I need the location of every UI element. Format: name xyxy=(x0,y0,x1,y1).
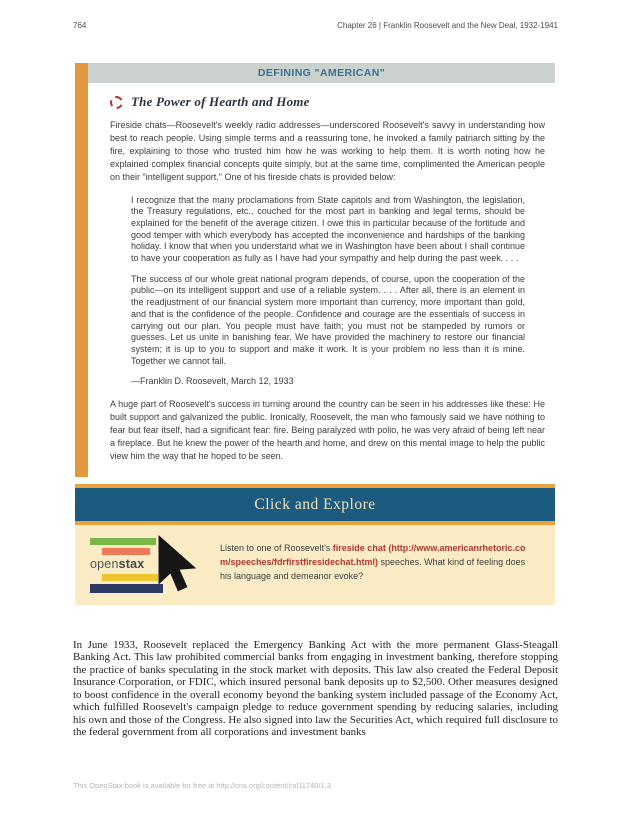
feature-title: The Power of Hearth and Home xyxy=(131,94,310,109)
click-and-explore-banner-label: Click and Explore xyxy=(254,495,376,513)
fireside-chat-link[interactable]: fireside chat (http://www.americanrhetoric.com/speeches/fdrfirstfiresidechat.html) xyxy=(220,543,526,567)
blockquote-paragraph: The success of our whole great national program depends, of course, upon the cooperation of the public—on its intelligent support and use of a reliable system. . . . After all, there is an element in the readjustment of our financial system more important than currency, more important than gold, and that is the confidence of the people. Confidence and courage are the essentials of success in carrying out our plan. You people must have faith; you must not be stampeded by rumors or guesses. Let us unite in banishing fear. We have provided the machinery to restore our financial system; it is up to you to support and make it work. It is your problem no less than it is mine. Together we cannot fail. xyxy=(131,273,525,366)
quote-attribution: —Franklin D. Roosevelt, March 12, 1933 xyxy=(131,376,294,387)
feature-closing-paragraph: A huge part of Roosevelt's success in turning around the country can be seen in his addresses like these: He built support and galvanized the public. Ironically, Roosevelt, the man who famously said we have nothing to fear but fear itself, had a significant fear: fire. Being paralyzed with polio, he was very afraid of being left near a fireplace. But he knew the power of the hearth and home, and drew on this mental image to help the public view him the way that he hoped to be seen. xyxy=(110,399,545,461)
defining-american-body xyxy=(88,83,555,477)
chapter-title: Chapter 26 | Franklin Roosevelt and the New Deal, 1932-1941 xyxy=(337,21,558,30)
feature-intro-paragraph: Fireside chats—Roosevelt's weekly radio addresses—underscored Roosevelt's savvy in understanding how best to reach people. Using simple terms and a reassuring tone, he invoked a family patriarch sitting by the fire, explaining to those who trusted him how he was working to help them. It is worth noting how he explained complex financial concepts quite simply, but at the same time, complimented the American people on their "intelligent support." One of his fireside chats is provided below: xyxy=(110,120,545,182)
wordmark-stax: stax xyxy=(118,557,145,571)
explore-prompt-before: Listen to one of Roosevelt's xyxy=(220,543,333,553)
mouse-cursor-icon xyxy=(148,535,200,597)
feature-title-row xyxy=(110,94,545,110)
click-and-explore-banner xyxy=(75,488,555,521)
explore-prompt-after: speeches. What kind of feeling does his language and demeanor evoke? xyxy=(220,556,526,581)
defining-american-box xyxy=(75,63,555,477)
openstax-logo xyxy=(90,538,200,594)
openstax-footer: This OpenStax book is available for free at http://cnx.org/content/col11740/1.3 xyxy=(73,781,331,790)
page-number: 764 xyxy=(73,21,87,30)
logo-bar-salmon xyxy=(102,548,150,555)
logo-bar-green xyxy=(90,538,156,545)
orange-accent-strip xyxy=(75,63,88,477)
main-text-paragraph: In June 1933, Roosevelt replaced the Emergency Banking Act with the more permanent Glass-Steagall Banking Act. This law prohibited commercial banks from engaging in investment banking, therefore stopping the practice of banks speculating in the stock market with deposits. This law also created the Federal Deposit Insurance Corporation, or FDIC, which insured personal bank deposits up to $2,500. Other measures designed to boost confidence in the overall economy beyond the banking system included passage of the Economy Act, which fulfilled Roosevelt's campaign pledge to reduce government spending by reducing salaries, including his own and those of the Congress. He also signed into law the Securities Act, which required full disclosure to the federal government from all corporations and investment banks xyxy=(73,639,558,739)
wordmark-open: open xyxy=(90,557,119,571)
dashed-circle-icon xyxy=(110,96,123,109)
click-and-explore-section xyxy=(75,484,555,605)
blockquote-paragraph: I recognize that the many proclamations from State capitols and from Washington, the legislation, the Treasury regulations, etc., couched for the most part in banking and legal terms, should be explained for the benefit of the average citizen. I owe this in particular because of the fortitude and good temper with which everybody has accepted the inconvenience and hardships of the banking holiday. I know that when you understand what we in Washington have been about I shall continue to have your cooperation as fully as I have had your sympathy and help during the past week. . . . xyxy=(131,194,525,264)
explore-prompt xyxy=(220,542,533,592)
openstax-wordmark xyxy=(90,557,144,571)
click-and-explore-body xyxy=(75,525,555,605)
defining-american-banner-label: DEFINING "AMERICAN" xyxy=(257,67,386,79)
defining-american-banner xyxy=(88,63,555,83)
defining-american-content xyxy=(88,63,555,477)
running-header xyxy=(73,21,558,30)
